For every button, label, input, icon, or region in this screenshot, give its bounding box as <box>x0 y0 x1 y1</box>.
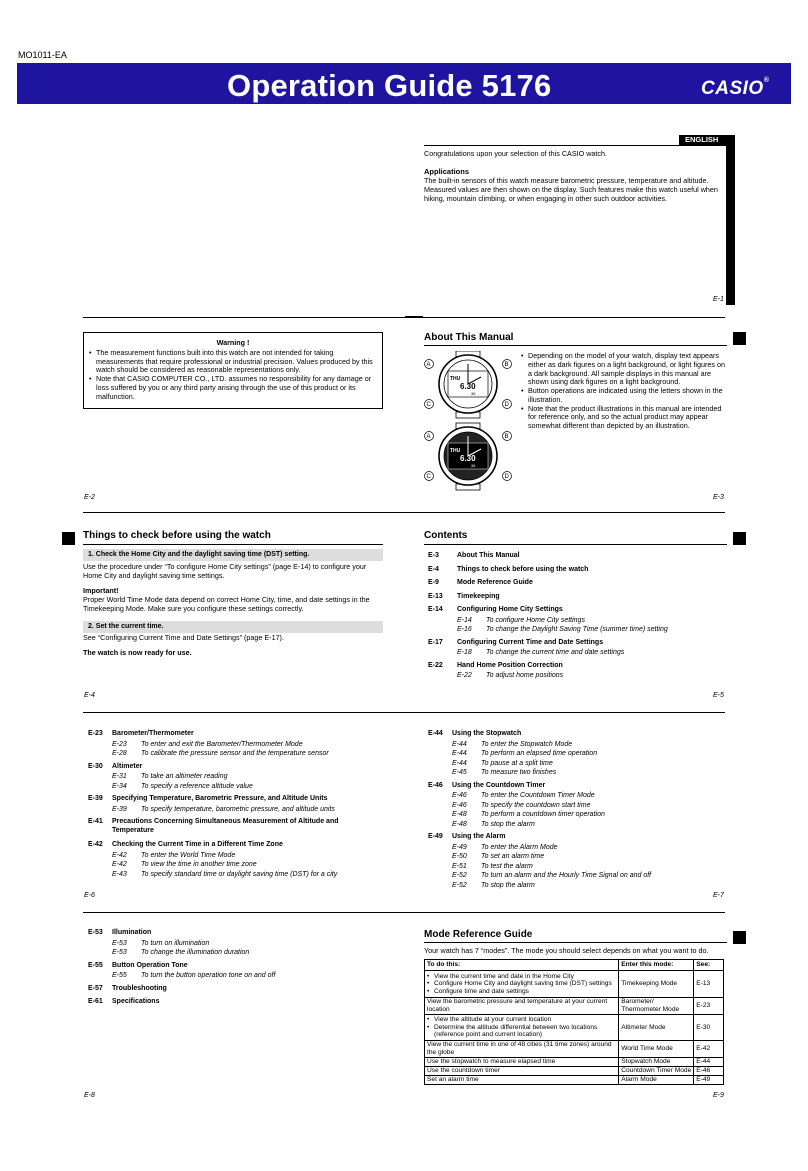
toc-subentry[interactable]: E-42 To enter the World Time Mode <box>112 851 236 859</box>
contents-list <box>428 552 768 682</box>
title-banner <box>17 63 791 104</box>
language-tab-rule <box>424 145 727 146</box>
table-cell-item: • View the current time and date in the Home City <box>427 973 616 981</box>
toc-subentry[interactable]: E-52 To turn an alarm and the Hourly Time Signal on and off <box>452 872 652 879</box>
mode-guide-heading: Mode Reference Guide <box>424 929 533 940</box>
toc-subentry[interactable]: E-53 To turn on illumination <box>112 939 210 947</box>
toc-entry[interactable]: E-61 Specifications <box>88 998 160 1005</box>
toc-subentry[interactable]: E-55 To turn the button operation tone on and off <box>112 972 276 979</box>
step1-text: Use the procedure under “To configure Home City settings” (page E-14) to configure your Home City and daylight saving time settings. <box>83 562 367 580</box>
applications-text: The built-in sensors of this watch measure barometric pressure, temperature and altitude. Measured values are then shown on the display. Such features make this watch useful when hiking, mountain climbing, or when engaging in other such outdoor activities. <box>424 176 718 203</box>
svg-text:THU: THU <box>450 448 461 454</box>
toc-subentry[interactable]: E-14 To configure Home City settings <box>457 616 585 624</box>
mode-table <box>424 959 724 1085</box>
warning-list <box>89 349 377 402</box>
table-cell: Use the stopwatch to measure elapsed time <box>425 1058 619 1067</box>
page-number-e2: E-2 <box>84 494 95 501</box>
page-number-e4: E-4 <box>84 692 95 699</box>
table-cell: E-13 <box>694 971 724 998</box>
page-number-e1: E-1 <box>713 296 724 303</box>
things-rule <box>83 544 383 545</box>
page-number-e3: E-3 <box>713 494 724 501</box>
table-cell: E-46 <box>694 1067 724 1076</box>
banner-title: Operation Guide 5176 <box>227 68 552 103</box>
warning-item: • The measurement functions built into this watch are not intended for taking measurements that require professional or industrial precision. Values produced by this watch should be considered as reasonable representations only. <box>89 349 377 375</box>
toc-subentry[interactable]: E-16 To change the Daylight Saving Time (summer time) setting <box>457 626 668 633</box>
table-cell: E-30 <box>694 1015 724 1041</box>
page-number-e7: E-7 <box>713 892 724 899</box>
about-item: • Depending on the model of your watch, display text appears either as dark figures on a light background, or light figures on a dark background. All sample displays in this manual are shown using dark figures on a light background. <box>521 352 728 387</box>
divider-notch <box>405 316 423 318</box>
toc-subentry[interactable]: E-22 To adjust home positions <box>457 672 564 679</box>
toc-subentry[interactable]: E-48 To stop the alarm <box>452 820 535 828</box>
toc-entry[interactable]: E-49 Using the Alarm <box>428 833 506 840</box>
toc-subentry[interactable]: E-44 To perform an elapsed time operation <box>452 750 598 757</box>
table-cell: E-23 <box>694 998 724 1015</box>
model-code: MO1011-EA <box>18 50 67 60</box>
watch-illustration <box>423 351 513 493</box>
watch-dark <box>425 423 512 490</box>
toc-subentry[interactable]: E-48 To perform a countdown timer operation <box>452 811 605 818</box>
section-marker <box>733 332 746 345</box>
toc-entry[interactable]: E-4 Things to check before using the watch <box>428 565 589 573</box>
warning-title: Warning ! <box>216 338 250 347</box>
contents-list-e8 <box>88 929 388 1009</box>
about-item: • Note that the product illustrations in this manual are intended for reference only, and so the actual product may appear somewhat different than depicted by an illustration. <box>521 405 728 431</box>
toc-subentry[interactable]: E-31 To take an altimeter reading <box>112 773 228 780</box>
important-text: Proper World Time Mode data depend on correct Home City, time, and date settings in the Timekeeping Mode. Make sure you configure these settings correctly. <box>83 595 370 613</box>
brand-logo: CASIO® <box>701 77 770 99</box>
toc-subentry[interactable]: E-44 To enter the Stopwatch Mode <box>452 740 573 748</box>
svg-text:B: B <box>504 362 509 368</box>
toc-entry[interactable]: E-55 Button Operation Tone <box>88 961 188 969</box>
step2-text: See “Configuring Current Time and Date Settings” (page E-17). <box>83 633 284 642</box>
toc-entry[interactable]: E-14 Configuring Home City Settings <box>428 606 563 613</box>
svg-text:D: D <box>504 474 509 480</box>
ready-text: The watch is now ready for use. <box>83 648 192 657</box>
table-header-row <box>425 960 724 971</box>
svg-text:C: C <box>426 402 431 408</box>
intro-text: Congratulations upon your selection of this CASIO watch. <box>424 149 607 158</box>
svg-text:THU: THU <box>450 376 461 382</box>
page-number-e5: E-5 <box>713 692 724 699</box>
column-header: Enter this mode: <box>619 960 694 971</box>
toc-entry[interactable]: E-46 Using the Countdown Timer <box>428 781 546 789</box>
applications-heading: Applications <box>424 167 470 176</box>
section-marker <box>62 532 75 545</box>
table-cell: E-49 <box>694 1076 724 1085</box>
toc-entry[interactable]: E-41 Precautions Concerning Simultaneous Measurement of Altitude and Temperature <box>88 818 339 834</box>
svg-text:6.30: 6.30 <box>460 454 476 463</box>
toc-subentry[interactable]: E-52 To stop the alarm <box>452 881 535 889</box>
toc-entry[interactable]: E-57 Troubleshooting <box>88 984 167 992</box>
section-marker <box>733 532 746 545</box>
divider-row-4 <box>83 912 725 913</box>
table-row <box>425 1067 724 1076</box>
language-tab-bar <box>726 135 735 305</box>
important-heading: Important! <box>83 586 119 595</box>
svg-text:A: A <box>426 362 431 368</box>
language-tab: ENGLISH <box>679 135 727 145</box>
toc-subentry[interactable]: E-39 To specify temperature, barometric pressure, and altitude units <box>112 805 335 813</box>
toc-subentry[interactable]: E-49 To enter the Alarm Mode <box>452 843 558 851</box>
column-header: To do this: <box>425 960 619 971</box>
table-cell: Set an alarm time <box>425 1076 619 1085</box>
table-row <box>425 1076 724 1085</box>
warning-item: • Note that CASIO COMPUTER CO., LTD. assumes no responsibility for any damage or loss suffered by you or any third party arising through the use of this product or its malfunction. <box>89 375 377 401</box>
svg-text:B: B <box>504 434 509 440</box>
svg-text:A: A <box>426 434 431 440</box>
divider-row-1 <box>83 317 725 318</box>
toc-subentry[interactable]: E-46 To enter the Countdown Timer Mode <box>452 792 595 799</box>
table-cell: Barometer/ Thermometer Mode <box>619 998 694 1015</box>
table-cell: E-44 <box>694 1058 724 1067</box>
table-cell: E-42 <box>694 1041 724 1058</box>
toc-subentry[interactable]: E-28 To calibrate the pressure sensor and the temperature sensor <box>112 750 329 757</box>
toc-subentry[interactable]: E-43 To specify standard time or daylight saving time (DST) for a city <box>112 870 338 878</box>
svg-text:36: 36 <box>471 391 476 396</box>
table-cell-item: • Configure time and date settings <box>427 988 616 996</box>
contents-list-e6 <box>88 730 388 880</box>
toc-entry[interactable]: E-23 Barometer/Thermometer <box>88 730 194 737</box>
table-row <box>425 1015 724 1041</box>
table-cell: View the barometric pressure and temperature at your current location <box>425 998 619 1015</box>
svg-text:6.30: 6.30 <box>460 382 476 391</box>
table-cell: Timekeeping Mode <box>619 971 694 998</box>
toc-entry[interactable]: E-39 Specifying Temperature, Barometric Pressure, and Altitude Units <box>88 795 328 802</box>
table-row <box>425 971 724 998</box>
toc-entry[interactable]: E-42 Checking the Current Time in a Different Time Zone <box>88 841 283 848</box>
toc-subentry[interactable]: E-44 To pause at a split time <box>452 759 553 767</box>
table-cell: Use the countdown timer <box>425 1067 619 1076</box>
toc-entry[interactable]: E-22 Hand Home Position Correction <box>428 661 563 669</box>
toc-subentry[interactable]: E-34 To specify a reference altitude value <box>112 782 253 790</box>
table-cell: Countdown Timer Mode <box>619 1067 694 1076</box>
step2-bar: 2. Set the current time. <box>83 621 383 633</box>
contents-heading: Contents <box>424 530 468 541</box>
contents-rule <box>424 544 727 545</box>
about-item: • Button operations are indicated using the letters shown in the illustration. <box>521 387 728 405</box>
table-cell: Alarm Mode <box>619 1076 694 1085</box>
section-marker <box>733 931 746 944</box>
table-row <box>425 998 724 1015</box>
toc-entry[interactable]: E-3 About This Manual <box>428 552 520 559</box>
watch-light <box>425 351 512 418</box>
table-cell-item: • Determine the altitude differential between two locations (reference point and current location) <box>427 1024 616 1039</box>
table-cell: World Time Mode <box>619 1041 694 1058</box>
contents-list-e7 <box>428 730 728 891</box>
table-cell-item: • Configure Home City and daylight saving time (DST) settings <box>427 980 616 988</box>
toc-entry[interactable]: E-17 Configuring Current Time and Date Settings <box>428 638 604 646</box>
svg-text:36: 36 <box>471 463 476 468</box>
table-cell-item: • View the altitude at your current location <box>427 1016 616 1024</box>
toc-subentry[interactable]: E-45 To measure two finishes <box>452 769 557 776</box>
toc-subentry[interactable]: E-46 To specify the countdown start time <box>452 801 591 809</box>
page-number-e8: E-8 <box>84 1092 95 1099</box>
mode-guide-rule <box>424 942 727 943</box>
toc-subentry[interactable]: E-18 To change the current time and date settings <box>457 649 625 656</box>
column-header: See: <box>694 960 724 971</box>
toc-entry[interactable]: E-53 Illumination <box>88 929 152 936</box>
about-rule <box>424 345 727 346</box>
svg-text:C: C <box>426 474 431 480</box>
toc-subentry[interactable]: E-53 To change the illumination duration <box>112 949 250 956</box>
things-heading: Things to check before using the watch <box>83 530 271 541</box>
table-cell: Altimeter Mode <box>619 1015 694 1041</box>
toc-subentry[interactable]: E-50 To set an alarm time <box>452 853 545 860</box>
about-list <box>521 352 728 431</box>
table-row <box>425 1058 724 1067</box>
table-row <box>425 1041 724 1058</box>
mode-guide-intro: Your watch has 7 “modes”. The mode you should select depends on what you want to do. <box>424 946 709 955</box>
toc-entry[interactable]: E-9 Mode Reference Guide <box>428 579 533 586</box>
divider-row-3 <box>83 712 725 713</box>
toc-entry[interactable]: E-44 Using the Stopwatch <box>428 730 522 737</box>
warning-box <box>83 332 383 409</box>
toc-subentry[interactable]: E-23 To enter and exit the Barometer/Thermometer Mode <box>112 740 303 748</box>
toc-entry[interactable]: E-13 Timekeeping <box>428 592 500 600</box>
about-heading: About This Manual <box>424 332 514 343</box>
svg-text:D: D <box>504 402 509 408</box>
divider-row-2 <box>83 512 725 513</box>
toc-subentry[interactable]: E-51 To test the alarm <box>452 862 533 870</box>
page-number-e6: E-6 <box>84 892 95 899</box>
table-cell: Stopwatch Mode <box>619 1058 694 1067</box>
toc-entry[interactable]: E-30 Altimeter <box>88 762 143 770</box>
page-number-e9: E-9 <box>713 1092 724 1099</box>
table-cell: View the current time in one of 48 cities (31 time zones) around the globe <box>425 1041 619 1058</box>
toc-subentry[interactable]: E-42 To view the time in another time zone <box>112 861 257 868</box>
step1-bar: 1. Check the Home City and the daylight saving time (DST) setting. <box>83 549 383 561</box>
